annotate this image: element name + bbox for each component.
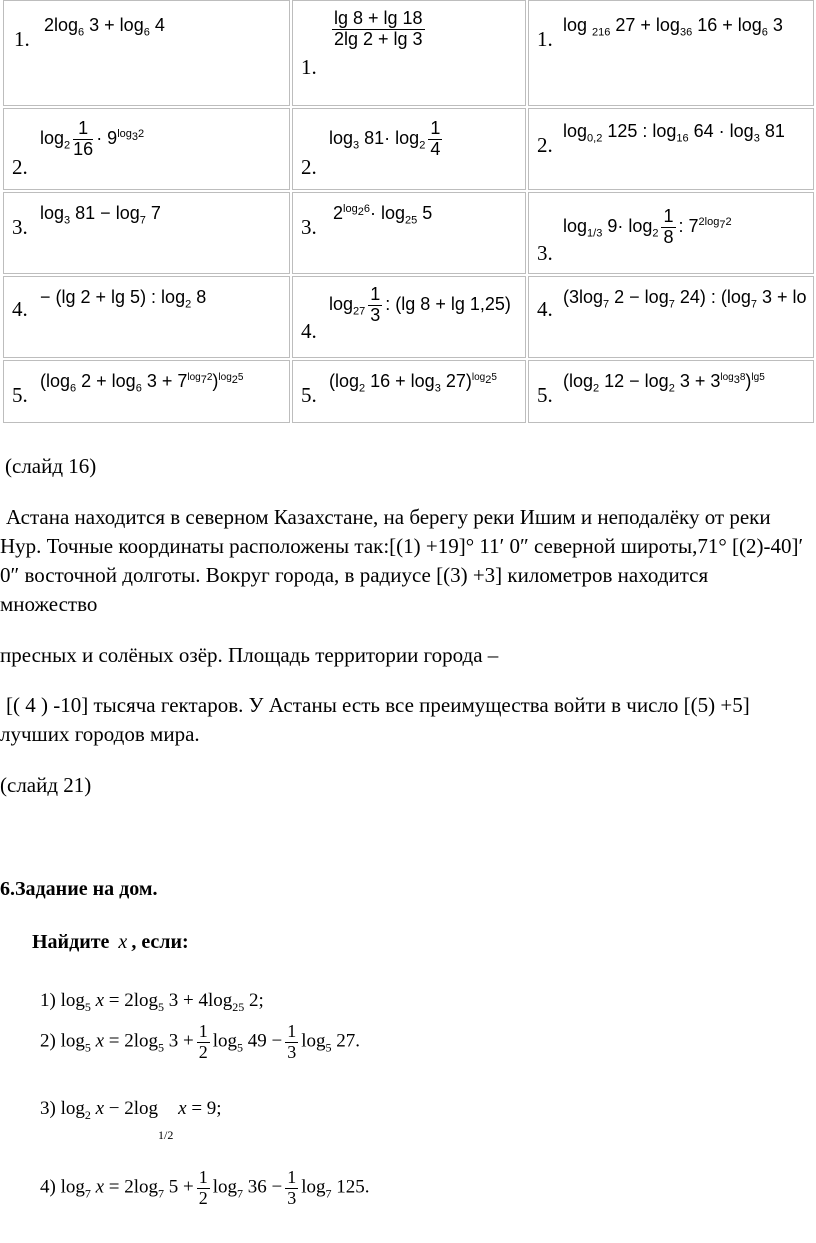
item-number: 1. xyxy=(537,27,553,51)
table-cell xyxy=(528,108,814,190)
math-expression: $2^{log_26}\cdot \log_{25} 5$ xyxy=(333,203,433,227)
math-expression: $\log_2$ $\frac{1}{16}$ · $9^{log_32}$ xyxy=(40,118,145,159)
item-number: 1. xyxy=(14,27,30,51)
paragraph: Астана находится в северном Казахстане, на берегу реки Ишим и неподалёку от реки Нур. Точные координаты расположены так:[(1) +19]° 11′ 0″ северной широты,71° [(2)-40]′ 0″ восточной долготы. Вокруг города, в радиусе [(3) +3] километров находится множество xyxy=(0,505,804,616)
item-number: 2. xyxy=(537,133,553,157)
equation-1: 1) $\log_5 x = 2\log_5$ $3 + 4\log_{25}$ 2; xyxy=(40,990,264,1014)
math-expression: ($\log_2$ $16 + \log_3 27)^{log_25}$ xyxy=(329,371,497,395)
item-number: 4. xyxy=(537,297,553,321)
homework-prompt: Найдите x , если: xyxy=(32,931,189,953)
math-expression: $\log_{27}$ $\frac{1}{3}$ : (lg 8 + lg 1,25) xyxy=(329,284,511,325)
math-expression: $\frac{\lg 8 + \lg 18}{2\lg 2 + \lg 3}$ xyxy=(334,8,423,49)
item-number: 2. xyxy=(301,155,317,179)
item-number: 5. xyxy=(537,383,553,407)
math-expression: $\log_{0,2} 125$ : $\log_{16} 64 \cdot \log_3 81$ xyxy=(563,121,785,145)
table-cell xyxy=(3,276,290,358)
math-expression: ($\log_6$ $2 + \log_6 3 + 7^{log_72})^{log_25}$ xyxy=(40,371,244,395)
item-number: 4. xyxy=(301,319,317,343)
table-cell xyxy=(3,360,290,423)
table-cell xyxy=(528,192,814,274)
homework-title: 6.Задание на дом. xyxy=(0,878,158,900)
table-cell xyxy=(3,108,290,190)
table-cell xyxy=(292,108,526,190)
table-cell xyxy=(292,0,526,106)
table-cell xyxy=(3,192,290,274)
math-expression: $\log_3 81\cdot \log_2$ $\frac{1}{4}$ xyxy=(329,118,441,159)
slide-label: (слайд 21) xyxy=(0,773,92,797)
math-expression: $2\log_6$ $3 + \log_6 4$ xyxy=(44,15,165,39)
slide-label: (слайд 16) xyxy=(5,454,97,478)
equation-3: 3) $\log_2 x - 2\log_{1/2}$ x = 9; xyxy=(40,1098,222,1142)
item-number: 3. xyxy=(301,215,317,239)
math-expression: $\log_3 81 - \log_7 7$ xyxy=(40,203,161,227)
math-expression: ($3\log_7$ $2 - \log_7 24$) : ($\log_7$ 3 + lo xyxy=(563,287,807,311)
exercise-table xyxy=(3,0,816,425)
item-number: 5. xyxy=(301,383,317,407)
table-cell xyxy=(292,360,526,423)
table-cell xyxy=(528,360,814,423)
item-number: 4. xyxy=(12,297,28,321)
math-expression: − (lg 2 + lg 5) : $\log_2 8$ xyxy=(40,287,207,311)
equation-4: 4) $\log_7 x = 2\log_7$ 5 + $\frac{1}{2}$ $\log_7 36$ − $\frac{1}{3}$ $\log_7 125$. xyxy=(40,1167,370,1208)
item-number: 1. xyxy=(301,55,317,79)
table-cell xyxy=(3,0,290,106)
math-expression: ($\log_2$ $12 - \log_2 3 + 3^{log_38})^{lg5}$ xyxy=(563,371,765,395)
item-number: 3. xyxy=(537,241,553,265)
math-expression: $\log_{1/3} 9\cdot \log_2$ $\frac{1}{8}$ : $7^{2log_72}$ xyxy=(563,206,732,247)
table-cell xyxy=(292,276,526,358)
equation-2: 2) $\log_5 x = 2\log_5$ 3 + $\frac{1}{2}$ $\log_5 49$ − $\frac{1}{3}$ $\log_5 27$. xyxy=(40,1021,361,1062)
table-cell xyxy=(528,0,814,106)
paragraph: [( 4 ) -10] тысяча гектаров. У Астаны есть все преимущества войти в число [(5) +5] лучших городов мира. xyxy=(0,693,750,746)
math-expression: log $_{216}$ $27 + \log_{36} 16 + \log_6 3$ xyxy=(563,15,783,39)
item-number: 5. xyxy=(12,383,28,407)
table-cell xyxy=(292,192,526,274)
table-cell xyxy=(528,276,814,358)
paragraph: пресных и солёных озёр. Площадь территории города – xyxy=(0,643,499,667)
item-number: 2. xyxy=(12,155,28,179)
item-number: 3. xyxy=(12,215,28,239)
